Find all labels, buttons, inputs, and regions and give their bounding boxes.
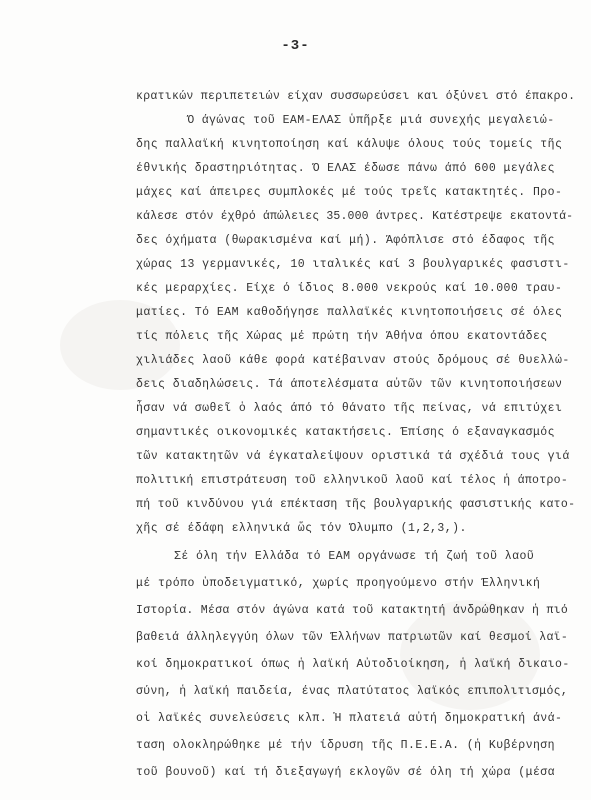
text-line: χώρας 13 γερμανικές, 10 ιταλικές καί 3 βουλγαρικές φασιστι- bbox=[136, 258, 570, 271]
text-line: δεις διαδηλώσεις. Τά άποτελέσματα αὐτῶν τῶν κινητοποιήσεων bbox=[136, 378, 563, 391]
text-line: κές μεραρχίες. Είχε ό ίδιος 8.000 νεκρούς καί 10.000 τραυ- bbox=[136, 282, 563, 295]
text-line: δες όχήματα (θωρακισμένα καί μή). Άφόπλισε στό έδαφος τῆς bbox=[136, 234, 556, 247]
text-line: δης παλλαϊκή κινητοποίηση καί κάλυψε όλους τούς τομείς τῆς bbox=[136, 138, 563, 151]
text-line: τῶν κατακτητῶν νά έγκαταλείψουν οριστικά τά σχέδιά τους γιά bbox=[136, 450, 570, 463]
text-line: οἱ λαϊκές συνελεύσεις κλπ. Ἡ πλατειά αὐτή δημοκρατική άνά- bbox=[136, 712, 563, 725]
text-line: έθνικής δραστηριότητας. Ό ΕΛΑΣ έδωσε πάνω άπό 600 μεγάλες bbox=[136, 162, 556, 175]
text-line: κάλεσε στόν έχθρό άπώλειες 35.000 άντρες. Κατέστρεψε εκατοντά- bbox=[136, 210, 574, 223]
text-line: σύνη, ἡ λαϊκή παιδεία, ένας πλατύτατος λαϊκός επιπολιτισμός, bbox=[136, 685, 569, 698]
text-line: Ό άγώνας τοῦ ΕΑΜ-ΕΛΑΣ ὑπῆρξε μιά συνεχής μεγαλειώ- bbox=[187, 114, 555, 127]
text-line: ταση ολοκληρώθηκε μέ τήν ίδρυση τῆς Π.Ε.Ε.Α. (ἡ Κυβέρνηση bbox=[136, 739, 556, 752]
text-line: χῆς σέ έδάφη ελληνικά ὥς τόν Όλυμπο (1,2,3,). bbox=[136, 522, 467, 535]
text-line: Σέ όλη τήν Ελλάδα τό ΕΑΜ οργάνωσε τή ζωή τοῦ λαοῦ bbox=[174, 550, 535, 563]
page-number: -3- bbox=[281, 38, 310, 54]
text-line: ματίες. Τό ΕΑΜ καθοδήγησε παλλαϊκές κινητοποιήσεις σέ όλες bbox=[136, 306, 563, 319]
text-line: τίς πόλεις τῆς Χώρας μέ πρώτη τήν Άθήνα όπου εκατοντάδες bbox=[136, 330, 548, 343]
text-line: κοί δημοκρατικοί όπως ἡ λαϊκή Αὐτοδιοίκηση, ἡ λαϊκή δικαιο- bbox=[136, 658, 570, 671]
text-line: μάχες καί άπειρες συμπλοκές μέ τούς τρεῖς κατακτητές. Προ- bbox=[136, 186, 563, 199]
text-line: κρατικών περιπετειών είχαν συσσωρεύσει και όξύνει στό έπακρο. bbox=[136, 90, 576, 103]
text-line: μέ τρόπο ὑποδειγματικό, χωρίς προηγούμενο στήν Έλληνική bbox=[136, 577, 541, 590]
text-line: ἦσαν νά σωθεῖ ὁ λαός άπό τό θάνατο τῆς πείνας, νά επιτύχει bbox=[136, 402, 563, 415]
text-line: πολιτική επιστράτευση τοῦ ελληνικοῦ λαοῦ καί τέλος ἡ άποτρο- bbox=[136, 474, 569, 487]
text-line: βαθειά άλληλεγγύη όλων τῶν Έλλήνων πατριωτῶν καί θεσμοί λαϊ- bbox=[136, 631, 569, 644]
text-line: χιλιάδες λαοῦ κάθε φορά κατέβαιναν στούς δρόμους σέ θυελλώ- bbox=[136, 354, 570, 367]
text-line: τοῦ βουνοῦ) καί τή διεξαγωγή εκλογῶν σέ όλη τή χώρα (μέσα bbox=[136, 766, 556, 779]
text-line: Ιστορία. Μέσα στόν άγώνα κατά τοῦ κατακτητή άνδρώθηκαν ἡ πιό bbox=[136, 604, 569, 617]
text-line: σημαντικές οικονομικές κατακτήσεις. Έπίσης ό εξαναγκασμός bbox=[136, 426, 556, 439]
text-line: πή τοῦ κινδύνου γιά επέκταση τῆς βουλγαρικής φασιστικής κατο- bbox=[136, 498, 576, 511]
